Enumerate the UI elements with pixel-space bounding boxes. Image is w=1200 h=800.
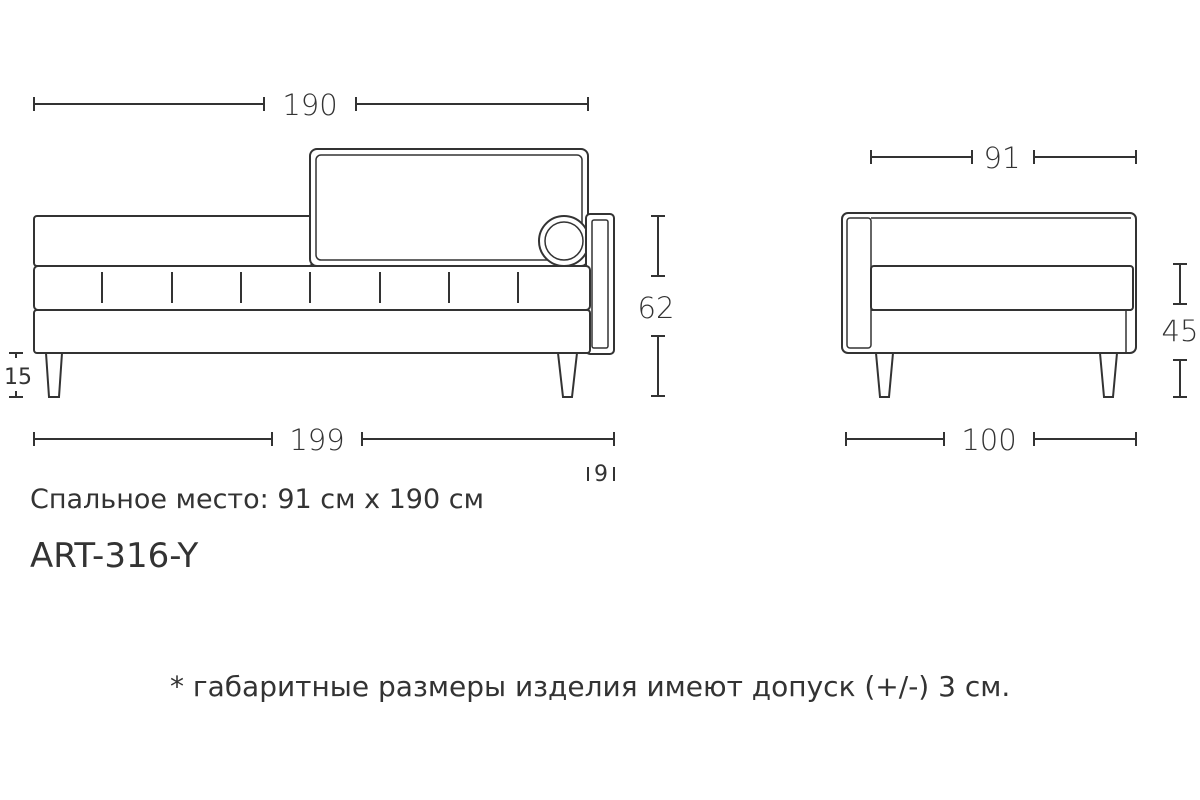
dim-front-total-width — [34, 423, 614, 457]
front-base — [34, 310, 590, 353]
label-armrest-width: 9 — [594, 462, 608, 487]
dim-front-top-width — [34, 88, 588, 122]
label-front-height: 62 — [637, 291, 675, 325]
tolerance-note: * габаритные размеры изделия имеют допуск (+/-) 3 см. — [170, 670, 1011, 703]
side-seat-cushion — [871, 266, 1133, 310]
front-backrest — [34, 216, 312, 266]
dim-side-total-depth — [846, 423, 1136, 457]
dim-side-top-depth — [871, 141, 1136, 175]
front-leg-right — [558, 353, 577, 397]
article-number: ART-316-Y — [30, 536, 199, 576]
label-side-seat-height: 45 — [1161, 314, 1199, 348]
label-side-total-depth: 100 — [961, 423, 1017, 457]
front-leg-left — [46, 353, 62, 397]
label-side-top-depth: 91 — [983, 141, 1021, 175]
label-front-total-width: 199 — [289, 423, 345, 457]
front-seat-cushion — [34, 266, 590, 310]
label-leg-height: 15 — [4, 365, 32, 390]
side-leg-right — [1100, 353, 1117, 397]
dim-armrest-width — [588, 462, 614, 487]
side-view — [842, 141, 1198, 457]
front-view — [4, 88, 674, 487]
dim-front-height — [638, 216, 675, 396]
sleeping-area-caption: Спальное место: 91 см x 190 см — [30, 484, 484, 515]
side-leg-left — [876, 353, 893, 397]
label-front-top-width: 190 — [282, 88, 338, 122]
dim-side-seat-height — [1162, 264, 1199, 397]
dim-leg-height — [4, 353, 32, 397]
bolster-cushion — [539, 216, 589, 266]
